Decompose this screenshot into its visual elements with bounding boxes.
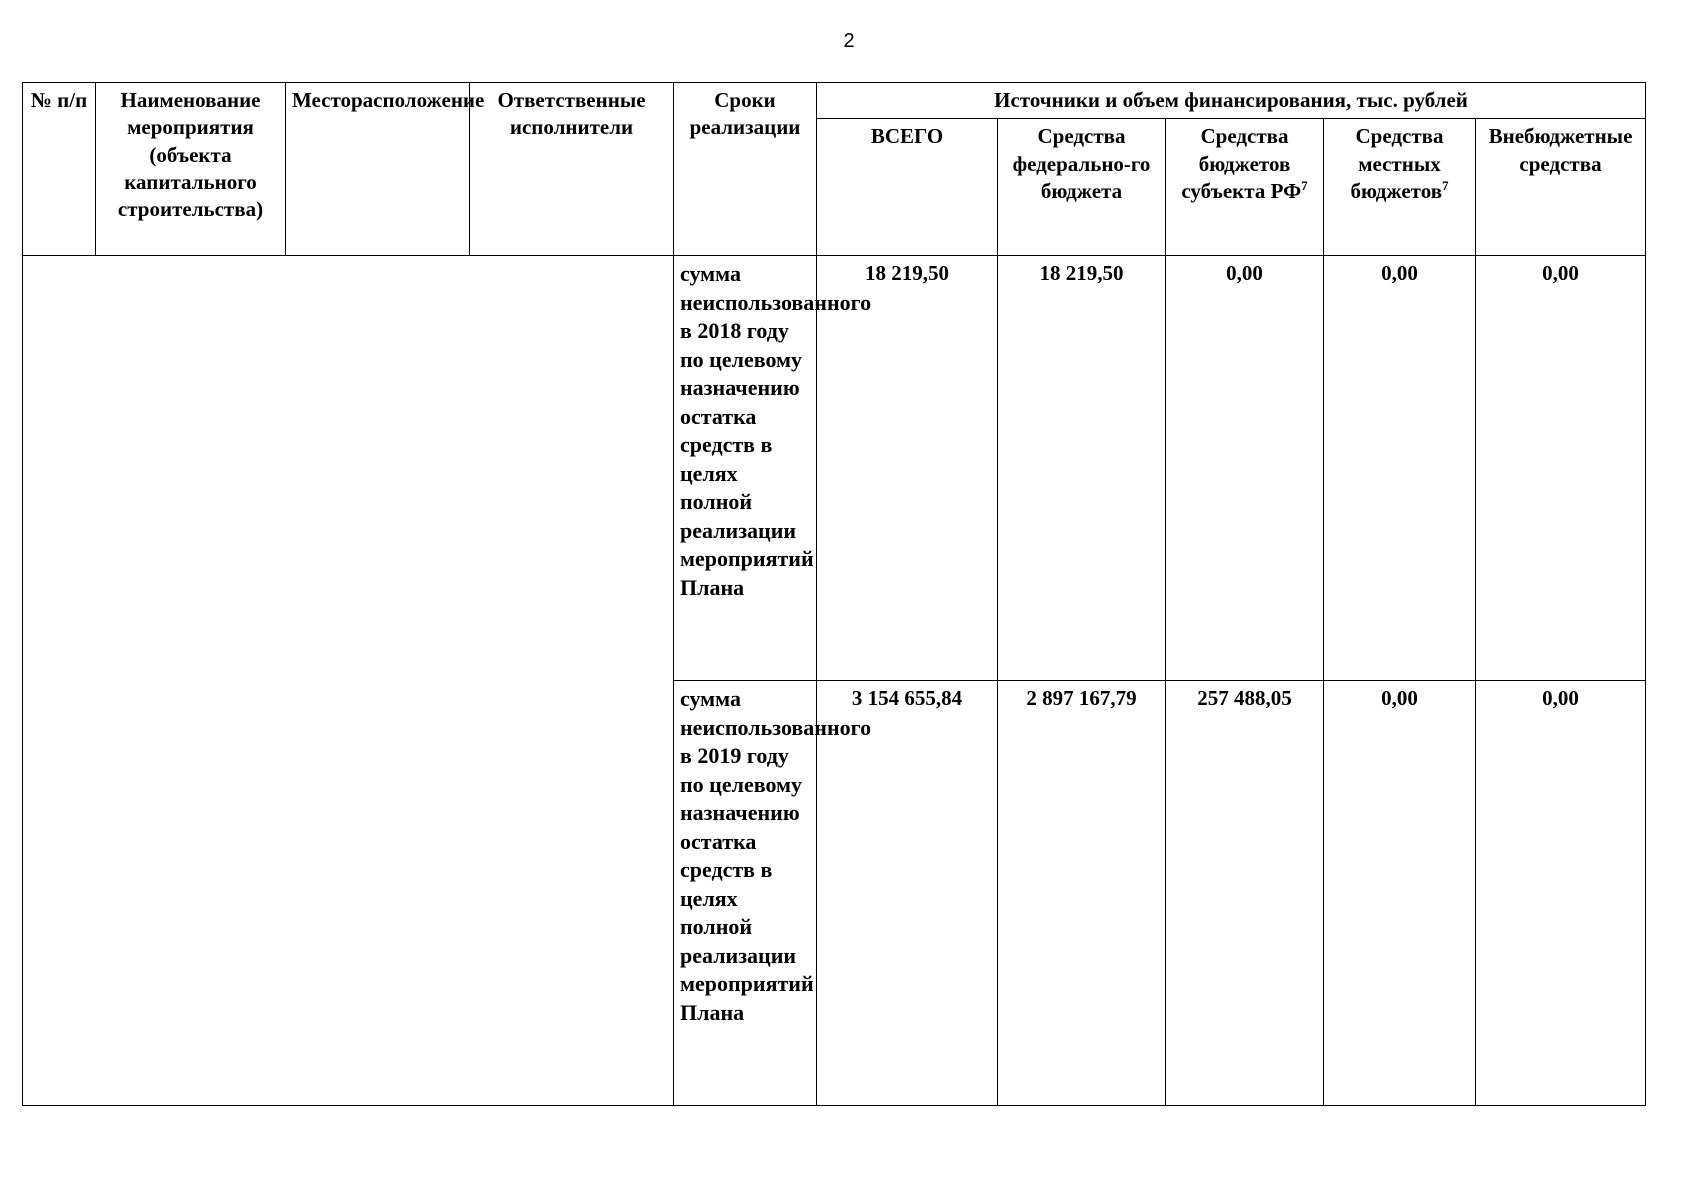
header-responsible: Ответственные исполнители <box>470 83 674 256</box>
header-federal: Средства федерально-го бюджета <box>998 119 1166 256</box>
total-cell: 18 219,50 <box>817 256 998 681</box>
header-name: Наименование мероприятия (объекта капитального строительства) <box>96 83 286 256</box>
header-local-text: Средства местных бюджетов <box>1350 124 1444 203</box>
term-cell: сумма неиспользованного в 2018 году по целевому назначению остатка средств в целях полной реализации мероприятий Плана <box>674 256 817 681</box>
subject-cell: 0,00 <box>1166 256 1324 681</box>
header-total: ВСЕГО <box>817 119 998 256</box>
total-cell: 3 154 655,84 <box>817 681 998 1106</box>
header-terms: Сроки реализации <box>674 83 817 256</box>
page-number: 2 <box>843 30 855 52</box>
header-financing-group: Источники и объем финансирования, тыс. рублей <box>817 83 1646 119</box>
term-cell: сумма неиспользованного в 2019 году по целевому назначению остатка средств в целях полной реализации мероприятий Плана <box>674 681 817 1106</box>
header-subject-text: Средства бюджетов субъекта РФ <box>1181 124 1302 203</box>
local-cell: 0,00 <box>1324 256 1476 681</box>
subject-cell: 257 488,05 <box>1166 681 1324 1106</box>
header-extrabudget: Внебюджетные средства <box>1476 119 1646 256</box>
header-no: № п/п <box>23 83 96 256</box>
footnote-marker: 7 <box>1442 177 1449 193</box>
extrabudget-cell: 0,00 <box>1476 256 1646 681</box>
header-subject <box>1166 119 1324 256</box>
header-local <box>1324 119 1476 256</box>
financing-table <box>22 82 1646 1106</box>
federal-cell: 18 219,50 <box>998 256 1166 681</box>
extrabudget-cell: 0,00 <box>1476 681 1646 1106</box>
empty-merged-cell <box>23 256 674 1106</box>
federal-cell: 2 897 167,79 <box>998 681 1166 1106</box>
header-location: Месторасположение <box>286 83 470 256</box>
table-row <box>23 256 1646 681</box>
footnote-marker: 7 <box>1301 177 1308 193</box>
local-cell: 0,00 <box>1324 681 1476 1106</box>
